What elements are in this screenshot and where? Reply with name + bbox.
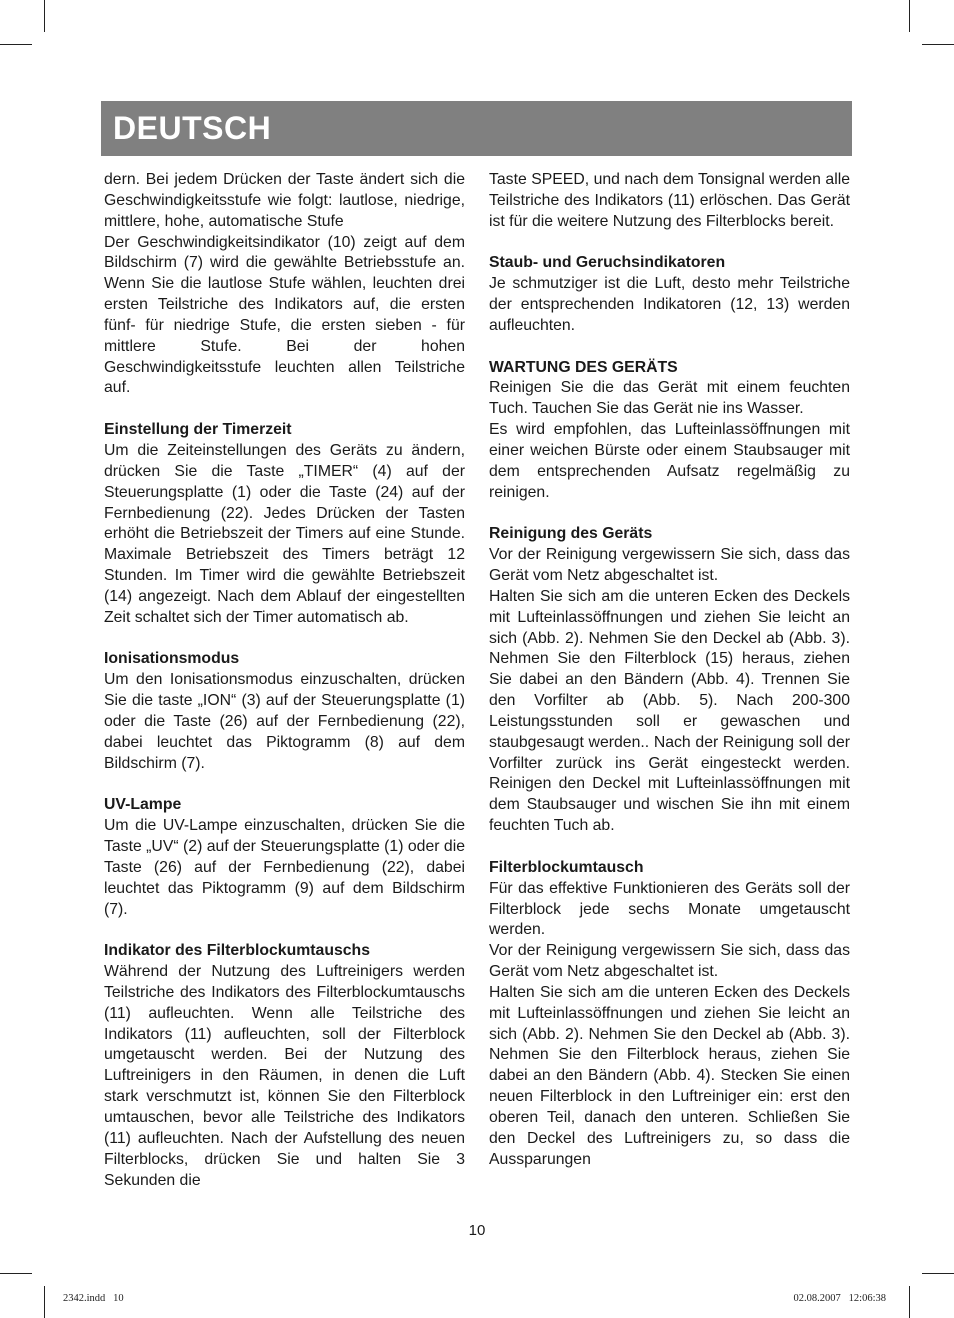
- section-heading: Ionisationsmodus: [104, 650, 240, 668]
- page-title: DEUTSCH: [113, 110, 272, 146]
- crop-mark-bottom-right: [909, 1286, 910, 1318]
- section-heading: Indikator des Filterblockumtauschs: [104, 942, 370, 960]
- paragraph: Vor der Reinigung vergewissern Sie sich, dass das Gerät vom Netz abgeschaltet ist.: [489, 942, 850, 981]
- section-heading: UV-Lampe: [104, 796, 182, 814]
- file-slug: 2342.indd 10: [63, 1293, 124, 1304]
- crop-mark-bottom-left: [0, 1273, 32, 1274]
- section-heading: Reinigung des Geräts: [489, 525, 653, 543]
- paragraph: Je schmutziger ist die Luft, desto mehr Teilstriche der entsprechenden Indikatoren (12, 13) werden aufleuchten.: [489, 275, 850, 334]
- paragraph: Um die Zeiteinstellungen des Geräts zu ändern, drücken Sie die Taste „TIMER“ (4) auf der Steuerungsplatte (1) oder die Taste (24) auf der Fernbedienung (22). Jedes Drücken der Tasten erhöht die Betriebszeit der Timers auf eine Stunde. Maximale Betriebszeit des Timers beträgt 12 Stunden. Im Timer wird die gewählte Betriebszeit (14) angezeigt. Nach dem Ablauf der eingestellten Zeit schaltet sich der Timer automatisch ab.: [104, 441, 465, 626]
- crop-mark-bottom-right: [922, 1273, 954, 1274]
- paragraph: dern. Bei jedem Drücken der Taste ändert sich die Geschwindigkeitsstufe wie folgt: lautlose, niedrige, mittlere, hohe, automatische Stufe: [104, 171, 465, 230]
- crop-mark-top-left: [0, 44, 32, 45]
- section-heading: Einstellung der Timerzeit: [104, 421, 292, 439]
- paragraph: Es wird empfohlen, das Lufteinlassöffnungen mit einer weichen Bürste oder einem Staubsauger mit dem entsprechenden Aufsatz regelmäßig zu reinigen.: [489, 421, 850, 501]
- crop-mark-top-left: [44, 0, 45, 32]
- crop-mark-bottom-left: [44, 1286, 45, 1318]
- section-heading: WARTUNG DES GERÄTS: [489, 358, 678, 376]
- paragraph: Für das effektive Funktionieren des Geräts soll der Filterblock jede sechs Monate umgetauscht werden.: [489, 879, 850, 939]
- language-banner: [101, 101, 852, 156]
- paragraph: Um die UV-Lampe einzuschalten, drücken Sie die Taste „UV“ (2) auf der Steuerungsplatte (1) oder die Taste (26) auf der Fernbedienung (22), dabei leuchtet das Piktogramm (9) auf dem Bildschirm (7).: [104, 817, 465, 918]
- page-number: 10: [468, 1222, 486, 1239]
- paragraph: Um den Ionisationsmodus einzuschalten, drücken Sie die taste „ION“ (3) auf der Steuerungsplatte (1) oder die Taste (26) auf der Fernbedienung (22), dabei leuchtet das Piktogramm (8) auf dem Bildschirm (7).: [104, 671, 465, 772]
- crop-mark-top-right: [909, 0, 910, 32]
- section-heading: Staub- und Geruchsindikatoren: [489, 254, 726, 272]
- right-column: [489, 170, 850, 1171]
- date-slug: 02.08.2007 12:06:38: [793, 1293, 886, 1304]
- paragraph: Taste SPEED, und nach dem Tonsignal werden alle Teilstriche des Indikators (11) erlöschen. Das Gerät ist für die weitere Nutzung des Filterblocks bereit.: [489, 171, 850, 230]
- paragraph: Während der Nutzung des Luftreinigers werden Teilstriche des Indikators des Filterblockumtauschs (11) aufleuchten. Wenn alle Teilstriche des Indikators (11) aufleuchten, soll der Filterblock umgetauscht werden. Bei der Nutzung des Luftreinigers in den Räumen, in denen die Luft stark verschmutzt ist, können Sie den Filterblock umtauschen, bevor alle Teilstriche des Indikators (11) aufleuchten. Nach der Aufstellung des neuen Filterblocks, drücken Sie und halten Sie 3 Sekunden die: [104, 963, 465, 1189]
- left-column: [104, 170, 465, 1191]
- paragraph: Halten Sie sich am die unteren Ecken des Deckels mit Lufteinlassöffnungen und ziehen Sie leicht an sich (Abb. 2). Nehmen Sie den Deckel ab (Abb. 3). Nehmen Sie den Filterblock (15) heraus, ziehen Sie dabei an den Bändern (Abb. 4). Trennen Sie den Vorfilter ab (Abb. 5). Nach 200-300 Leistungsstunden soll er gewaschen und staubgesaugt werden.. Nach der Reinigung soll der Vorfilter zurück ins Gerät eingesteckt werden. Reinigen den Deckel mit Lufteinlassöffnungen mit dem Staubsauger und wischen Sie ihn mit einem feuchten Tuch ab.: [489, 587, 850, 835]
- crop-mark-top-right: [922, 44, 954, 45]
- paragraph: Der Geschwindigkeitsindikator (10) zeigt auf dem Bildschirm (7) wird die gewählte Betriebsstufe an. Wenn Sie die lautlose Stufe wählen, leuchten drei ersten Teilstriche des Indikators auf, die ersten fünf- für niedrige Stufe, die ersten sieben - für mittlere Stufe. Bei der hohen Geschwindigkeitsstufe leuchten allen Teilstriche auf.: [104, 233, 465, 397]
- section-heading: Filterblockumtausch: [489, 858, 644, 876]
- paragraph: Reinigen Sie die das Gerät mit einem feuchten Tuch. Tauchen Sie das Gerät nie ins Wasser.: [489, 379, 850, 418]
- paragraph: Halten Sie sich am die unteren Ecken des Deckels mit Lufteinlassöffnungen und ziehen Sie leicht an sich (Abb. 2). Nehmen Sie den Deckel ab (Abb. 3). Nehmen Sie den Filterblock heraus, ziehen Sie dabei an den Bändern (Abb. 4). Stecken Sie einen neuen Filterblock in den Luftreiniger ein: erst den oberen Teil, danach den unteren. Schließen Sie den Deckel des Luftreinigers zu, so dass die Aussparungen: [489, 983, 850, 1168]
- paragraph: Vor der Reinigung vergewissern Sie sich, dass das Gerät vom Netz abgeschaltet ist.: [489, 546, 850, 585]
